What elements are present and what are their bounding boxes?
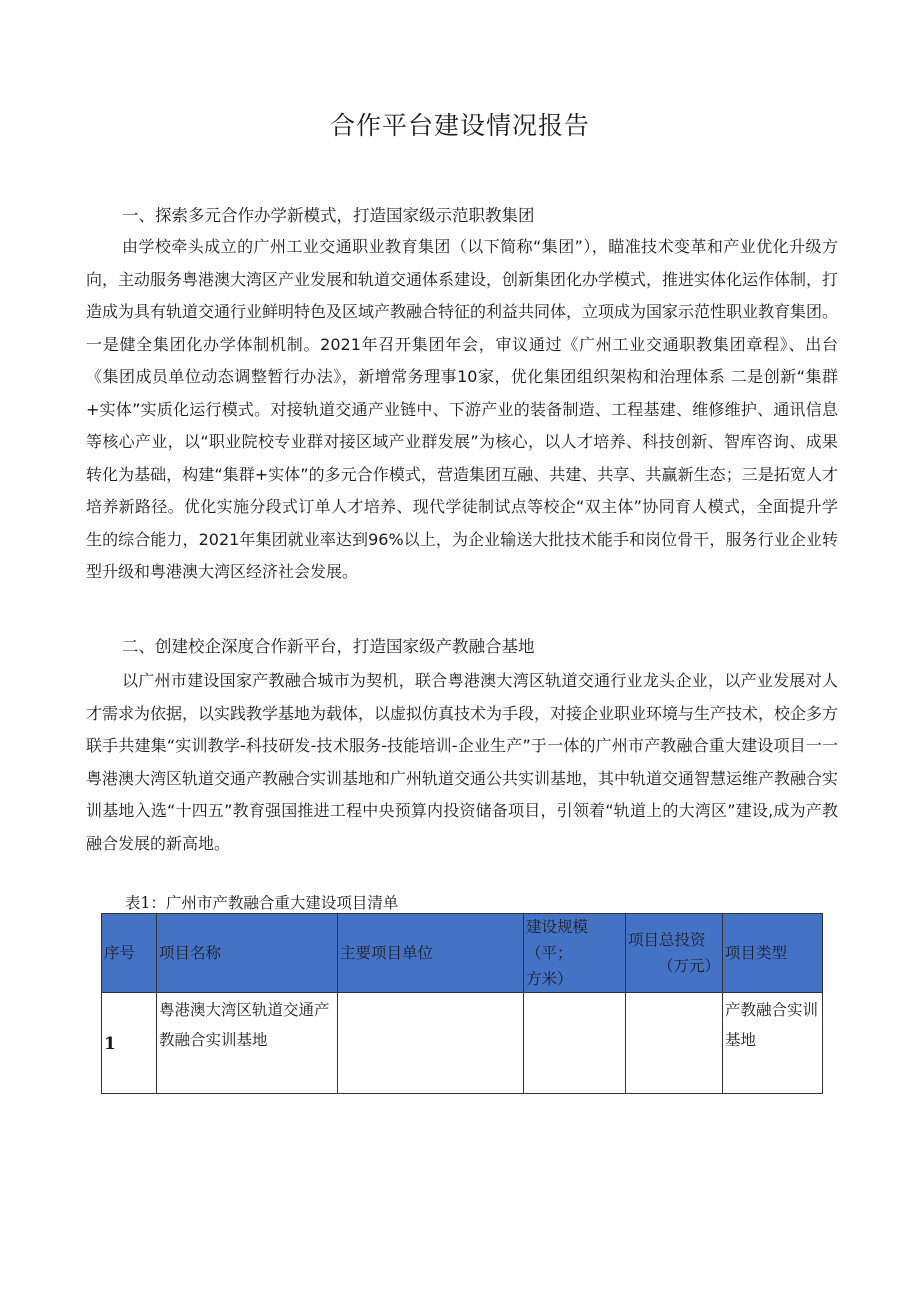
table-caption: 表1：广州市产教融合重大建设项目清单 [125,894,399,912]
row-investment [626,993,723,1094]
section2-paragraph: 以广州市建设国家产教融合城市为契机，联合粤港澳大湾区轨道交通行业龙头企业，以产业发展对人才需求为依据，以实践教学基地为载体，以虚拟仿真技术为手段，对接企业职业环境与生产技术，校企多方联手共建集“实训教学-科技研发-技术服务-技能培训-企业生产”于一体的广州市产教融合重大建设项目一一粤港澳大湾区轨道交通产教融合实训基地和广州轨道交通公共实训基地，其中轨道交通智慧运维产教融合实训基地入选“十四五”教育强国推进工程中央预算内投资储备项目，引领着“轨道上的大湾区”建设,成为产教融合发展的新高地。 [86,671,839,853]
header-scale-line1: 建设规模（平； [526,918,589,962]
row-name: 粤港澳大湾区轨道交通产教融合实训基地 [157,993,338,1094]
document-title: 合作平台建设情况报告 [329,111,590,140]
header-scale-line2: 方米） [526,970,573,988]
header-name: 项目名称 [157,914,338,993]
projects-table [101,913,823,1094]
table-row [102,993,823,1094]
header-scale [524,914,626,993]
table-header-row [102,914,823,993]
header-no: 序号 [102,914,157,993]
header-investment [626,914,723,993]
section1-paragraph: 由学校牵头成立的广州工业交通职业教育集团（以下简称“集团”），瞄准技术变革和产业优化升级方向，主动服务粤港澳大湾区产业发展和轨道交通体系建设，创新集团化办学模式，推进实体化运作体制，打造成为具有轨道交通行业鲜明特色及区域产教融合特征的利益共同体，立项成为国家示范性职业教育集团。一是健全集团化办学体制机制。2021年召开集团年会，审议通过《广州工业交通职教集团章程》、出台《集团成员单位动态调整暂行办法》，新增常务理事10家，优化集团组织架构和治理体系 二是创新“集群+实体”实质化运行模式。对接轨道交通产业链中、下游产业的装备制造、工程基建、维修维护、通讯信息等核心产业，以“职业院校专业群对接区域产业群发展”为核心，以人才培养、科技创新、智库咨询、成果转化为基础，构建“集群+实体”的多元合作模式，营造集团互融、共建、共享、共赢新生态；三是拓宽人才培养新路径。优化实施分段式订单人才培养、现代学徒制试点等校企“双主体”协同育人模式，全面提升学生的综合能力，2021年集团就业率达到96%以上，为企业输送大批技术能手和岗位骨干，服务行业企业转型升级和粤港澳大湾区经济社会发展。 [86,237,839,581]
row-type: 产教融合实训基地 [723,993,823,1094]
row-unit [338,993,524,1094]
section1-heading: 一、探索多元合作办学新模式，打造国家级示范职教集团 [122,206,535,225]
header-unit: 主要项目单位 [338,914,524,993]
row-scale [524,993,626,1094]
section2-heading: 二、创建校企深度合作新平台，打造国家级产教融合基地 [122,637,535,656]
row-no: 1 [102,993,157,1094]
header-investment-line1: 项目总投资 [628,931,706,949]
header-investment-line2: （万元） [657,957,720,975]
header-type: 项目类型 [723,914,823,993]
